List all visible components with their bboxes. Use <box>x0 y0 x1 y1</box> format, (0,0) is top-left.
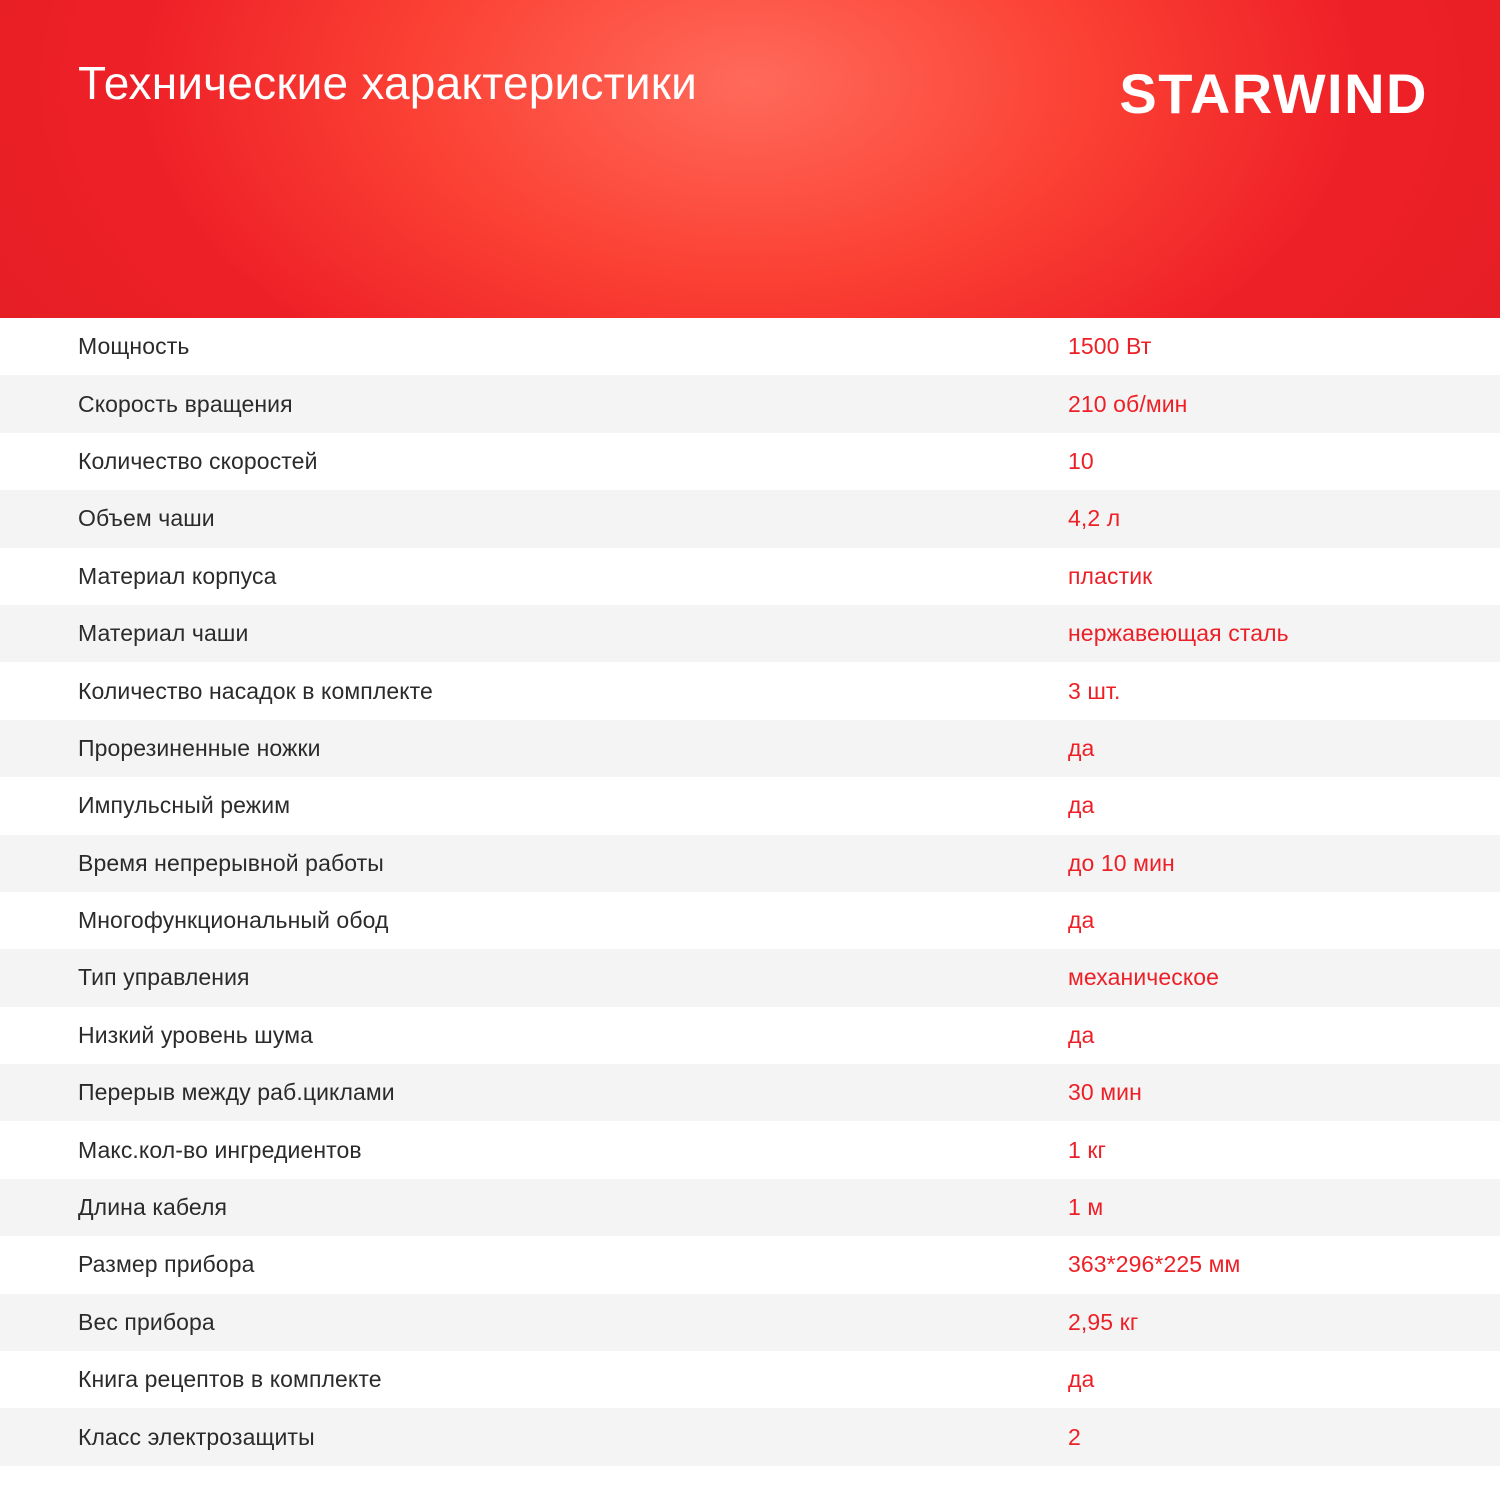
spec-label: Скорость вращения <box>78 390 293 417</box>
spec-label: Мощность <box>78 333 190 360</box>
spec-value: механическое <box>1068 964 1220 991</box>
spec-value: 2 <box>1068 1423 1081 1450</box>
spec-value: нержавеющая сталь <box>1068 620 1289 647</box>
spec-value: 210 об/мин <box>1068 390 1188 417</box>
spec-row <box>0 318 1500 375</box>
spec-label: Многофункциональный обод <box>78 907 389 934</box>
header-banner <box>0 0 1500 318</box>
spec-label: Материал корпуса <box>78 562 277 589</box>
spec-value: 10 <box>1068 447 1094 474</box>
spec-value: 1 м <box>1068 1194 1104 1221</box>
spec-value: да <box>1068 1021 1095 1048</box>
spec-label: Вес прибора <box>78 1308 215 1335</box>
spec-label: Количество насадок в комплекте <box>78 677 433 704</box>
spec-value: да <box>1068 734 1095 761</box>
spec-row <box>0 433 1500 490</box>
spec-row <box>0 548 1500 605</box>
spec-label: Количество скоростей <box>78 447 318 474</box>
spec-value: 4,2 л <box>1068 505 1121 532</box>
spec-row <box>0 777 1500 834</box>
spec-value: 30 мин <box>1068 1079 1142 1106</box>
spec-label: Макс.кол-во ингредиентов <box>78 1136 362 1163</box>
spec-value: да <box>1068 792 1095 819</box>
spec-label: Книга рецептов в комплекте <box>78 1366 382 1393</box>
spec-label: Импульсный режим <box>78 792 291 819</box>
page-title: Технические характеристики <box>78 57 697 109</box>
specifications-table <box>0 318 1500 1500</box>
brand-logo: STARWIND <box>1119 62 1428 125</box>
spec-row <box>0 1408 1500 1465</box>
spec-value: 1 кг <box>1068 1136 1107 1163</box>
spec-value: да <box>1068 907 1095 934</box>
spec-label: Перерыв между раб.циклами <box>78 1079 395 1106</box>
spec-label: Объем чаши <box>78 505 215 532</box>
spec-row <box>0 835 1500 892</box>
spec-value: 2,95 кг <box>1068 1308 1139 1335</box>
spec-row <box>0 1064 1500 1121</box>
spec-value: пластик <box>1068 562 1153 589</box>
spec-value: да <box>1068 1366 1095 1393</box>
spec-row <box>0 605 1500 662</box>
spec-row <box>0 490 1500 547</box>
spec-label: Низкий уровень шума <box>78 1021 313 1048</box>
spec-row <box>0 892 1500 949</box>
spec-label: Тип управления <box>78 964 250 991</box>
spec-value: 3 шт. <box>1068 677 1121 704</box>
spec-label: Материал чаши <box>78 620 249 647</box>
spec-row <box>0 1236 1500 1293</box>
spec-row <box>0 720 1500 777</box>
spec-row <box>0 1351 1500 1408</box>
spec-value: 363*296*225 мм <box>1068 1251 1241 1278</box>
spec-label: Размер прибора <box>78 1251 255 1278</box>
spec-row <box>0 1294 1500 1351</box>
spec-value: 1500 Вт <box>1068 333 1152 360</box>
spec-label: Длина кабеля <box>78 1194 228 1221</box>
spec-value: до 10 мин <box>1068 849 1175 876</box>
spec-row <box>0 375 1500 432</box>
spec-label: Прорезиненные ножки <box>78 734 321 761</box>
spec-row <box>0 1121 1500 1178</box>
spec-row <box>0 1179 1500 1236</box>
spec-row <box>0 1007 1500 1064</box>
spec-label: Время непрерывной работы <box>78 849 384 876</box>
spec-row <box>0 949 1500 1006</box>
spec-row <box>0 662 1500 719</box>
spec-label: Класс электрозащиты <box>78 1423 315 1450</box>
